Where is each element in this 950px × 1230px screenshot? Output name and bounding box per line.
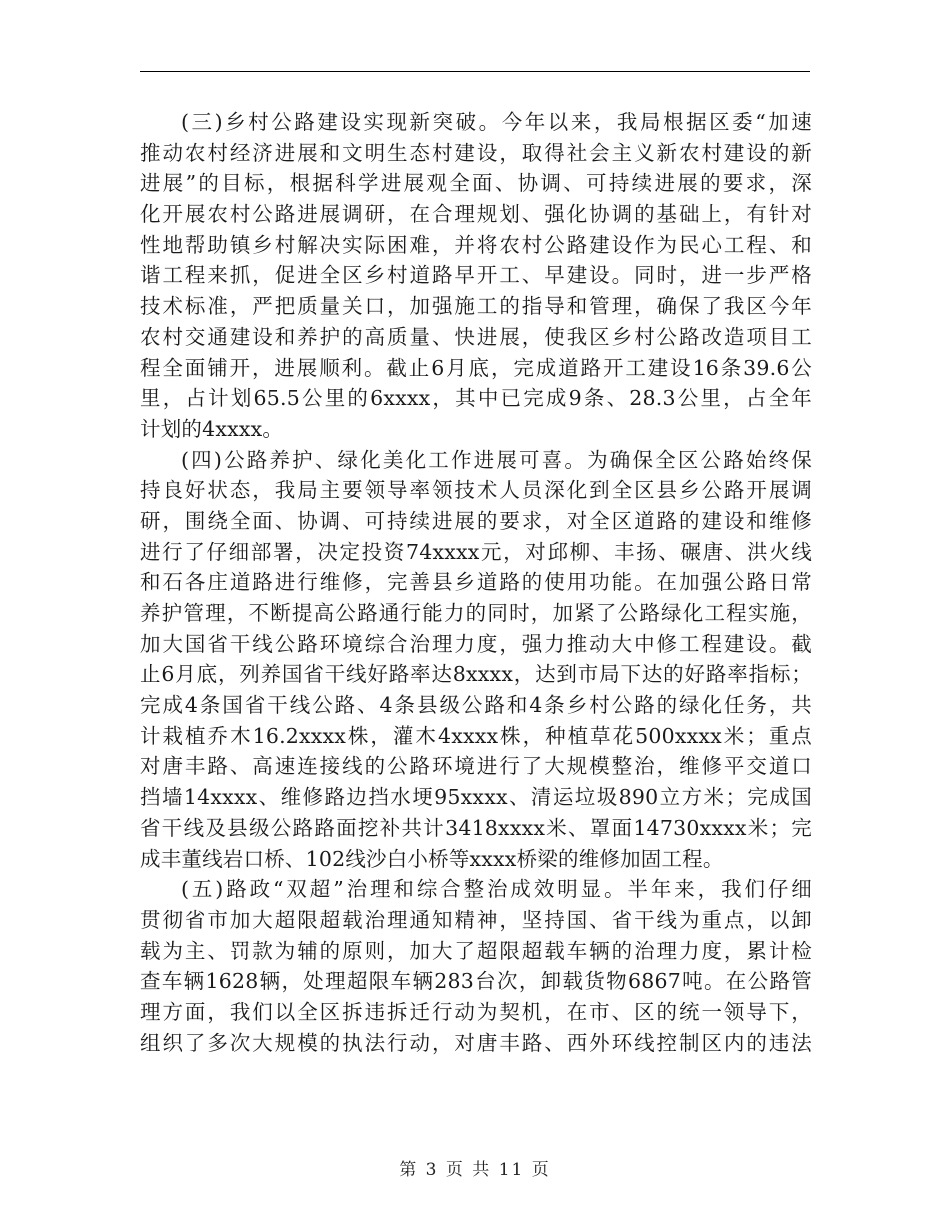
- text-line: 理方面，我们以全区拆违拆迁行动为契机，在市、区的统一领导下，: [140, 999, 812, 1024]
- text-line: (三)乡村公路建设实现新突破。今年以来，我局根据区委“加速: [181, 110, 812, 134]
- text-line: 成丰董线岩口桥、102线沙白小桥等xxxx桥梁的维修加固工程。: [140, 846, 724, 871]
- text-line: 查车辆1628辆，处理超限车辆283台次，卸载货物6867吨。在公路管: [140, 969, 812, 994]
- text-line: 挡墙14xxxx、维修路边挡水埂95xxxx、清运垃圾890立方米；完成国: [140, 785, 812, 810]
- text-line: 载为主、罚款为辅的原则，加大了超限超载车辆的治理力度，累计检: [140, 938, 812, 963]
- text-line: 贯彻省市加大超限超载治理通知精神，坚持国、省干线为重点，以卸: [140, 907, 812, 932]
- text-line: 进展”的目标，根据科学进展观全面、协调、可持续进展的要求，深: [140, 171, 812, 196]
- text-line: 性地帮助镇乡村解决实际困难，并将农村公路建设作为民心工程、和: [140, 232, 812, 257]
- header-rule: [140, 71, 810, 72]
- text-line: 省干线及县级公路路面挖补共计3418xxxx米、罩面14730xxxx米；完: [140, 815, 812, 840]
- paragraph-rural-roads: [140, 107, 812, 445]
- text-line: 组织了多次大规模的执法行动，对唐丰路、西外环线控制区内的违法: [140, 1030, 812, 1055]
- text-line: 农村交通建设和养护的高质量、快进展，使我区乡村公路改造项目工: [140, 324, 812, 349]
- text-line: 对唐丰路、高速连接线的公路环境进行了大规模整治，维修平交道口: [140, 754, 812, 779]
- text-line: 推动农村经济进展和文明生态村建设，取得社会主义新农村建设的新: [140, 140, 812, 165]
- document-body: [140, 107, 812, 1058]
- paragraph-road-maintenance: [140, 445, 812, 875]
- text-line: 计栽植乔木16.2xxxx株，灌木4xxxx株，种植草花500xxxx米；重点: [140, 723, 812, 748]
- text-line: 化开展农村公路进展调研，在合理规划、强化协调的基础上，有针对: [140, 202, 812, 227]
- text-line: 完成4条国省干线公路、4条县级公路和4条乡村公路的绿化任务，共: [140, 693, 812, 718]
- text-line: 和石各庄道路进行维修，完善县乡道路的使用功能。在加强公路日常: [140, 570, 812, 595]
- text-line: 谐工程来抓，促进全区乡村道路早开工、早建设。同时，进一步严格: [140, 263, 812, 288]
- text-line: 持良好状态，我局主要领导率领技术人员深化到全区县乡公路开展调: [140, 478, 812, 503]
- text-line: 里，占计划65.5公里的6xxxx，其中已完成9条、28.3公里，占全年: [140, 386, 812, 411]
- text-line: 养护管理，不断提高公路通行能力的同时，加紧了公路绿化工程实施，: [140, 601, 812, 625]
- page-number-footer: 第 3 页 共 11 页: [399, 1160, 551, 1180]
- text-line: 技术标准，严把质量关口，加强施工的指导和管理，确保了我区今年: [140, 294, 812, 319]
- paragraph-road-administration: [140, 874, 812, 1058]
- text-line: 计划的4xxxx。: [140, 416, 284, 441]
- text-line: (五)路政“双超”治理和综合整治成效明显。半年来，我们仔细: [181, 877, 812, 902]
- text-line: 加大国省干线公路环境综合治理力度，强力推动大中修工程建设。截: [140, 631, 812, 656]
- text-line: 进行了仔细部署，决定投资74xxxx元，对邱柳、丰扬、碾唐、洪火线: [140, 539, 812, 564]
- text-line: 止6月底，列养国省干线好路率达8xxxx，达到市局下达的好路率指标；: [140, 662, 812, 687]
- text-line: 程全面铺开，进展顺利。截止6月底，完成道路开工建设16条39.6公: [140, 355, 812, 380]
- text-line: 研，围绕全面、协调、可持续进展的要求，对全区道路的建设和维修: [140, 508, 812, 533]
- text-line: (四)公路养护、绿化美化工作进展可喜。为确保全区公路始终保: [181, 447, 812, 472]
